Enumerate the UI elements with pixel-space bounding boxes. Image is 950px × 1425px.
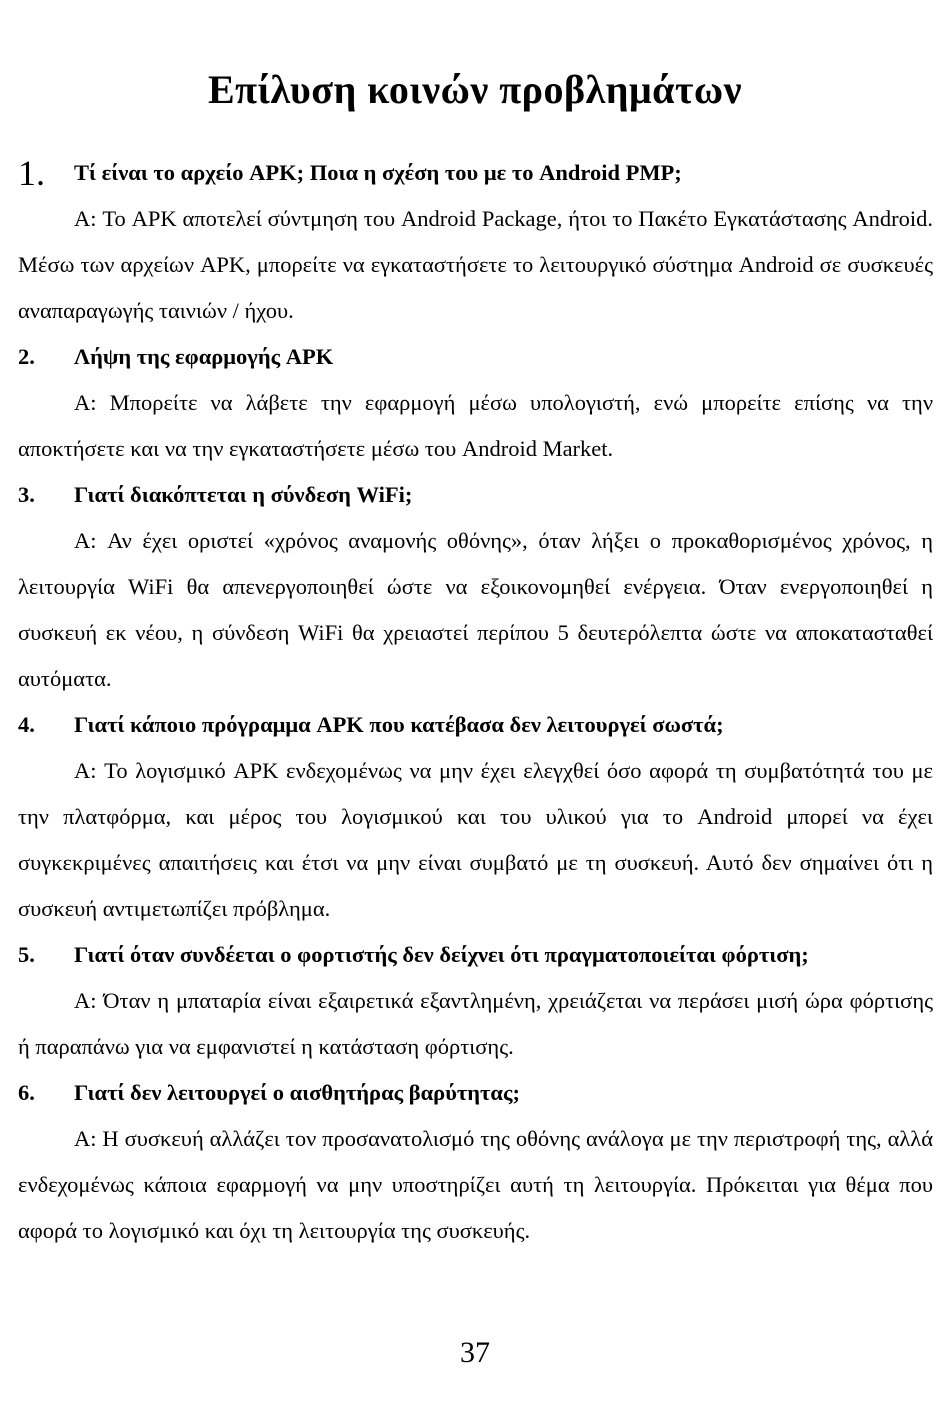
faq-item-5 — [18, 932, 933, 1070]
faq-answer: A: Το λογισμικό APK ενδεχομένως να μην έχει ελεγχθεί όσο αφορά τη συμβατότητά του με την πλατφόρμα, και μέρος του λογισμικού και του υλικού για το Android μπορεί να έχει συγκεκριμένες απαιτήσεις και έτσι να μην είναι συμβατό με τη συσκευή. Αυτό δεν σημαίνει ότι η συσκευή αντιμετωπίζει πρόβλημα. — [18, 758, 933, 921]
faq-question-text: Γιατί διακόπτεται η σύνδεση WiFi; — [74, 482, 413, 507]
faq-list — [18, 150, 933, 1254]
faq-question-text: Λήψη της εφαρμογής APK — [74, 344, 334, 369]
faq-answer: A: Αν έχει οριστεί «χρόνος αναμονής οθόνης», όταν λήξει ο προκαθορισμένος χρόνος, η λειτουργία WiFi θα απενεργοποιηθεί ώστε να εξοικονομηθεί ενέργεια. Όταν ενεργοποιηθεί η συσκευή εκ νέου, η σύνδεση WiFi θα χρειαστεί περίπου 5 δευτερόλεπτα ώστε να αποκατασταθεί αυτόματα. — [18, 528, 933, 691]
faq-question — [18, 1070, 933, 1116]
faq-question-text: Γιατί δεν λειτουργεί ο αισθητήρας βαρύτητας; — [74, 1080, 520, 1105]
faq-answer: A: Η συσκευή αλλάζει τον προσανατολισμό της οθόνης ανάλογα με την περιστροφή της, αλλά ενδεχομένως κάποια εφαρμογή να μην υποστηρίζει αυτή τη λειτουργία. Πρόκειται για θέμα που αφορά το λογισμικό και όχι τη λειτουργία της συσκευής. — [18, 1126, 933, 1243]
faq-answer: A: Μπορείτε να λάβετε την εφαρμογή μέσω υπολογιστή, ενώ μπορείτε επίσης να την αποκτήσετε και να την εγκαταστήσετε μέσω του Android Market. — [18, 390, 933, 461]
faq-answer: A: Όταν η μπαταρία είναι εξαιρετικά εξαντλημένη, χρειάζεται να περάσει μισή ώρα φόρτισης ή παραπάνω για να εμφανιστεί η κατάσταση φόρτισης. — [18, 988, 933, 1059]
faq-question-text: Τί είναι το αρχείο APK; Ποια η σχέση του με το Android PMP; — [74, 160, 682, 185]
faq-question — [18, 702, 933, 748]
faq-question-text: Γιατί κάποιο πρόγραμμα APK που κατέβασα δεν λειτουργεί σωστά; — [74, 712, 724, 737]
faq-number: 5. — [18, 942, 35, 967]
faq-question — [18, 472, 933, 518]
faq-item-3 — [18, 472, 933, 702]
faq-item-4 — [18, 702, 933, 932]
faq-number: 2. — [18, 344, 35, 369]
faq-number: 6. — [18, 1080, 35, 1105]
faq-question — [18, 150, 933, 196]
faq-number: 3. — [18, 482, 35, 507]
faq-item-6 — [18, 1070, 933, 1254]
faq-answer: A: Το APK αποτελεί σύντμηση του Android Package, ήτοι το Πακέτο Εγκατάστασης Android. Μέσω των αρχείων APK, μπορείτε να εγκαταστήσετε το λειτουργικό σύστημα Android σε συσκευές αναπαραγωγής ταινιών / ήχου. — [18, 206, 933, 323]
faq-number: 1. — [18, 153, 45, 193]
faq-item-1 — [18, 150, 933, 334]
faq-number: 4. — [18, 712, 35, 737]
page-title: Επίλυση κοινών προβλημάτων — [207, 67, 743, 112]
faq-question — [18, 932, 933, 978]
faq-question — [18, 334, 933, 380]
faq-question-text: Γιατί όταν συνδέεται ο φορτιστής δεν δείχνει ότι πραγματοποιείται φόρτιση; — [74, 942, 809, 967]
page-number: 37 — [460, 1336, 490, 1369]
faq-item-2 — [18, 334, 933, 472]
